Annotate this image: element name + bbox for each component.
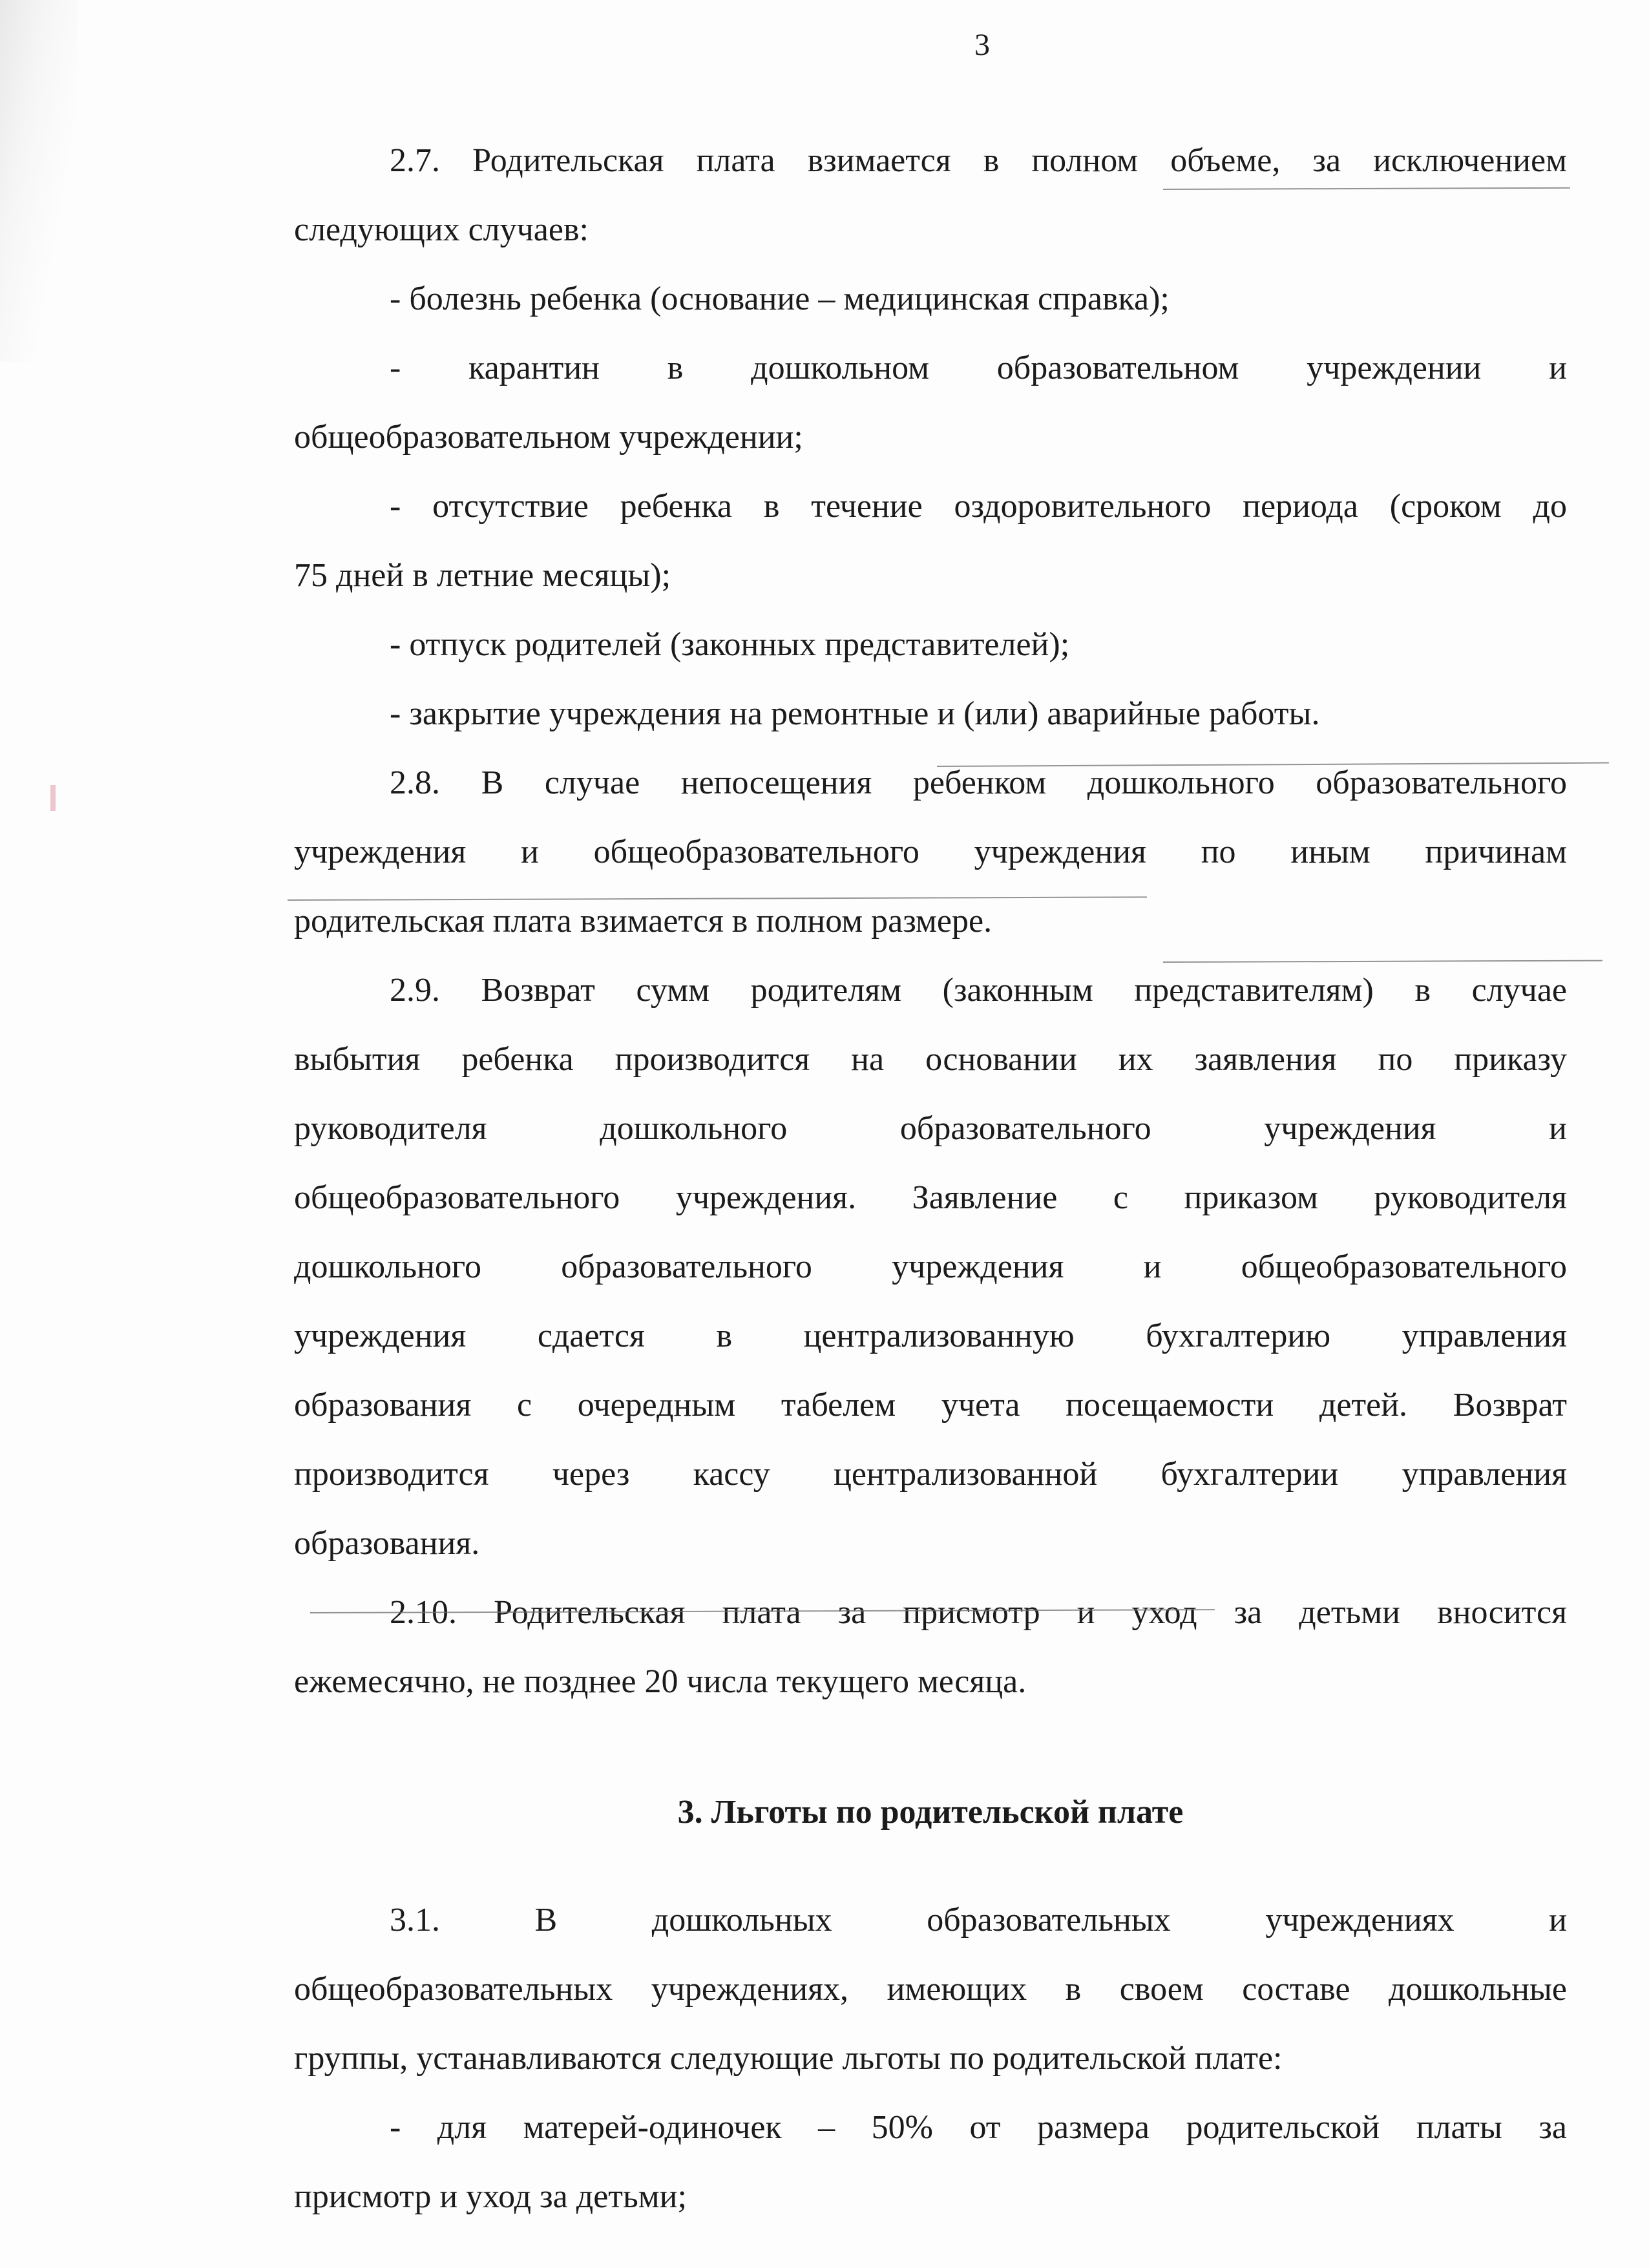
paragraph-2-7-line-1: 2.7. Родительская плата взимается в полном объеме, за исключением <box>390 142 1567 179</box>
paragraph-3-1-line-3: группы, устанавливаются следующие льготы по родительской плате: <box>294 2040 1283 2077</box>
section-3-heading: 3. Льготы по родительской плате <box>677 1794 1184 1831</box>
paragraph-2-9-line-5: дошкольного образовательного учреждения и общеобразовательного <box>294 1248 1567 1285</box>
paragraph-2-8-line-1: 2.8. В случае непосещения ребенком дошкольного образовательного <box>390 764 1567 801</box>
list-item-closure: - закрытие учреждения на ремонтные и (или) аварийные работы. <box>390 695 1320 732</box>
section-spacer-top <box>294 1716 1567 1778</box>
paragraph-3-1-line-2: общеобразовательных учреждениях, имеющих в своем составе дошкольные <box>294 1971 1567 2008</box>
paragraph-2-9-line-2: выбытия ребенка производится на основании их заявления по приказу <box>294 1041 1567 1078</box>
list-item-vacation: - отпуск родителей (законных представителей); <box>390 626 1070 663</box>
scan-fold-shadow <box>0 0 78 362</box>
document-body <box>294 126 1567 2231</box>
paragraph-2-9-line-1: 2.9. Возврат сумм родителям (законным представителям) в случае <box>390 972 1567 1009</box>
list-item-quarantine-line-2: общеобразовательном учреждении; <box>294 419 803 456</box>
list-item-illness: - болезнь ребенка (основание – медицинская справка); <box>390 280 1170 317</box>
paragraph-2-9-line-9: образования. <box>294 1525 480 1562</box>
section-spacer-bottom <box>294 1847 1567 1885</box>
list-item-absence-line-1: - отсутствие ребенка в течение оздоровительного периода (сроком до <box>390 488 1567 525</box>
paragraph-2-9-line-3: руководителя дошкольного образовательного учреждения и <box>294 1110 1567 1147</box>
paragraph-2-8-line-3: родительская плата взимается в полном размере. <box>294 903 993 940</box>
paragraph-3-1-line-1: 3.1. В дошкольных образовательных учреждениях и <box>390 1902 1567 1938</box>
list-item-quarantine-line-1: - карантин в дошкольном образовательном учреждении и <box>390 350 1567 386</box>
paragraph-2-10-line-2: ежемесячно, не позднее 20 числа текущего месяца. <box>294 1663 1027 1700</box>
paragraph-2-8-line-2: учреждения и общеобразовательного учреждения по иным причинам <box>294 834 1567 870</box>
list-item-single-mothers-line-1: - для матерей-одиночек – 50% от размера родительской платы за <box>390 2109 1567 2146</box>
scan-edge-mark <box>50 785 56 811</box>
paragraph-2-9-line-7: образования с очередным табелем учета посещаемости детей. Возврат <box>294 1387 1567 1423</box>
paragraph-2-9-line-4: общеобразовательного учреждения. Заявление с приказом руководителя <box>294 1179 1567 1216</box>
list-item-absence-line-2: 75 дней в летние месяцы); <box>294 557 671 594</box>
paragraph-2-9-line-8: производится через кассу централизованной бухгалтерии управления <box>294 1456 1567 1493</box>
page-number: 3 <box>974 28 990 62</box>
paragraph-2-9-line-6: учреждения сдается в централизованную бухгалтерию управления <box>294 1318 1567 1354</box>
list-item-single-mothers-line-2: присмотр и уход за детьми; <box>294 2178 687 2215</box>
paragraph-2-7-line-2: следующих случаев: <box>294 211 589 248</box>
paragraph-2-10-line-1: 2.10. Родительская плата за присмотр и уход за детьми вносится <box>390 1594 1567 1631</box>
